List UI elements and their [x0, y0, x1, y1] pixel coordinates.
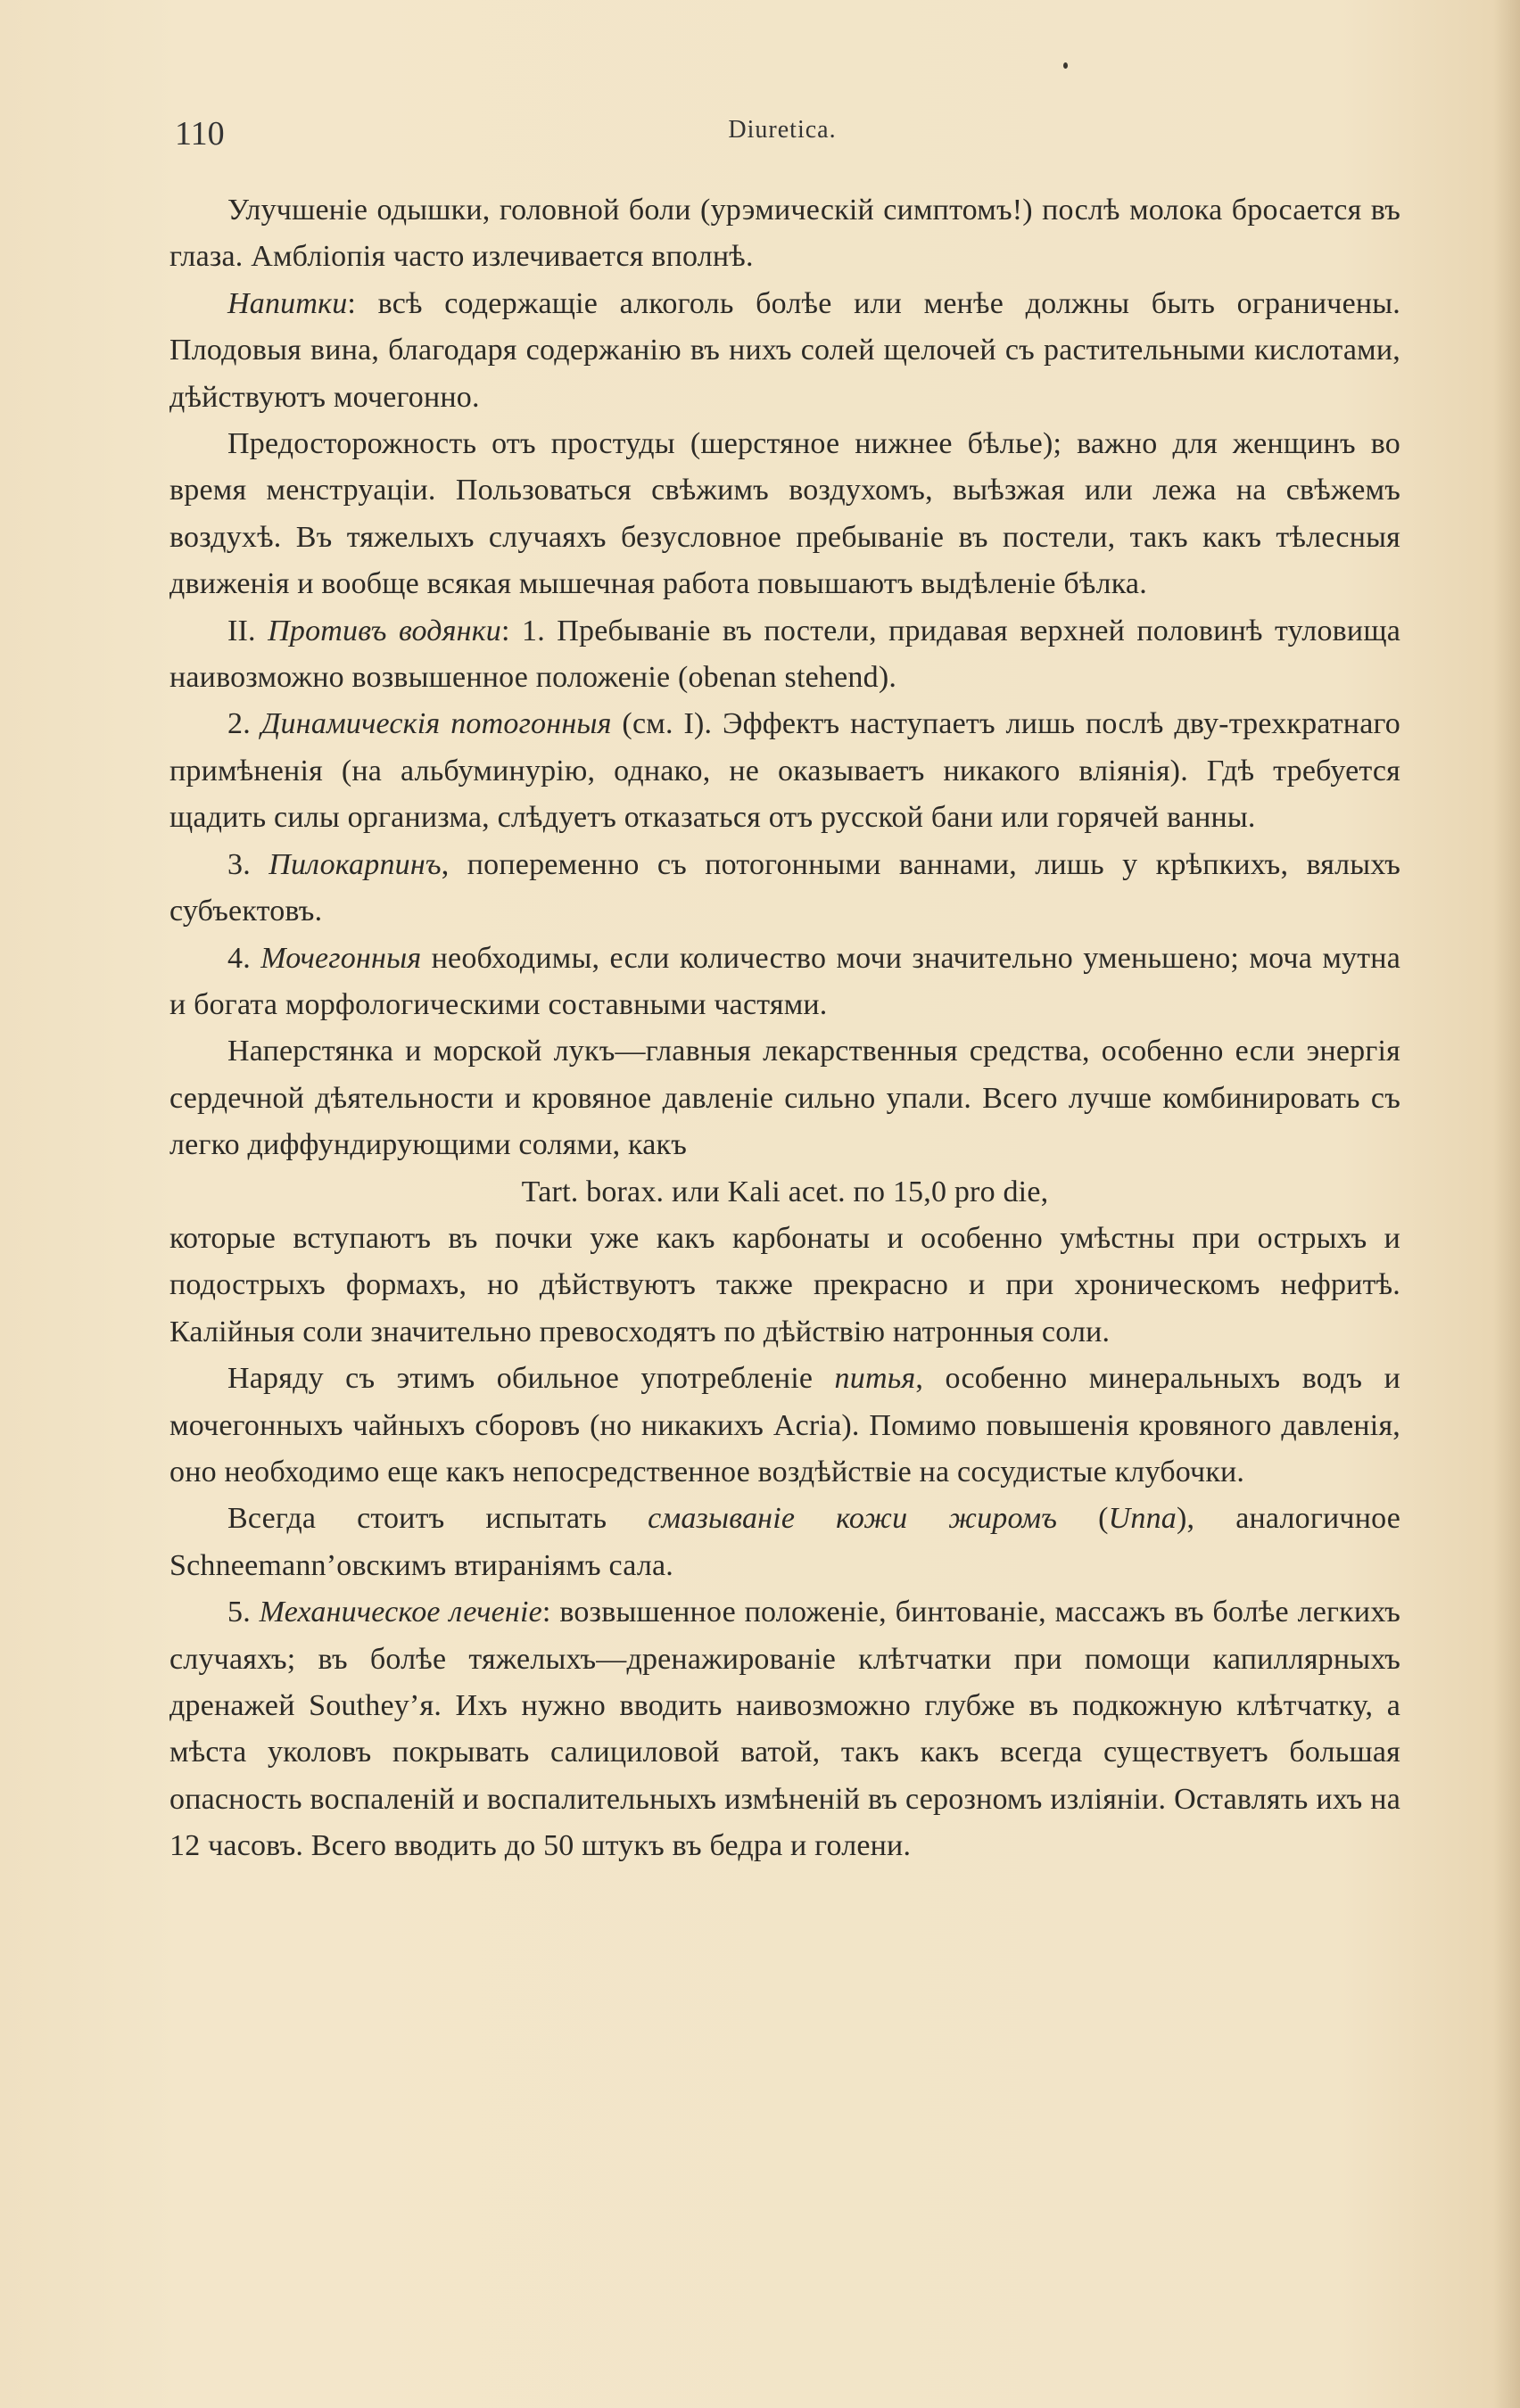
text-run: Наперстянка и морской лукъ—главныя лекарственныя средства, особенно если энергія сердечной дѣятельности и кровяное давленіе сильно упали. Всего лучше комбинировать съ легко диффундирующими солями, какъ — [169, 1035, 1400, 1162]
italic-term: Мочегонныя — [260, 941, 422, 975]
paragraph — [169, 421, 1400, 608]
paragraph — [169, 281, 1400, 421]
paragraph — [169, 187, 1400, 281]
italic-term: питья — [834, 1362, 916, 1396]
text-run: ), аналогичное Schneemann’овскимъ втираніямъ сала. — [169, 1502, 1400, 1582]
text-run: ( — [1057, 1502, 1109, 1536]
text-run: 2. — [227, 707, 261, 741]
text-run: Улучшеніе одышки, головной боли (урэмическій симптомъ!) послѣ молока бросается въ глаза. Амбліопія часто излечивается вполнѣ. — [169, 194, 1400, 274]
text-run: : 1. Пребываніе въ постели, придавая верхней половинѣ туловища наивозможно возвышенное положеніе (obenan stehend). — [169, 614, 1400, 695]
text-run: (см. I). Эффектъ наступаетъ лишь послѣ дву-трехкратнаго примѣненія (на альбуминурію, однако, не оказываетъ никакого вліянія). Гдѣ требуется щадить силы организма, слѣдуетъ отказаться отъ русской бани или горячей ванны. — [169, 707, 1400, 835]
paragraph — [169, 1216, 1400, 1356]
text-run: , особенно минеральныхъ водъ и мочегонныхъ чайныхъ сборовъ (но никакихъ Acria). Помимо повышенія кровяного давленія, оно необходимо еще какъ непосредственное воздѣйствіе на сосудистые клубочки. — [169, 1362, 1400, 1489]
text-run: Предосторожность отъ простуды (шерстяное нижнее бѣлье); важно для женщинъ во время менструаціи. Пользоваться свѣжимъ воздухомъ, выѣзжая или лежа на свѣжемъ воздухѣ. Въ тяжелыхъ случаяхъ безусловное пребываніе въ постели, такъ какъ тѣлесныя движенія и вообще всякая мышечная работа повышаютъ выдѣленіе бѣлка. — [169, 427, 1400, 601]
italic-term: смазываніе кожи жиромъ — [648, 1502, 1058, 1536]
paragraph — [169, 1356, 1400, 1496]
text-run: Всегда стоитъ испытать — [227, 1502, 648, 1536]
italic-term: Механическое леченіе — [259, 1596, 542, 1629]
text-run: , попеременно съ потогонными ваннами, лишь у крѣпкихъ, вялыхъ субъектовъ. — [169, 847, 1400, 928]
text-run: которые вступаютъ въ почки уже какъ карбонаты и особенно умѣстны при острыхъ и подострыхъ формахъ, но дѣйствуютъ также прекрасно и при хроническомъ нефритѣ. Калійныя соли значительно превосходятъ по дѣйствію натронныя соли. — [169, 1221, 1400, 1348]
paragraph — [169, 1028, 1400, 1168]
italic-term: Противъ водянки — [268, 614, 501, 647]
ink-speck — [1063, 62, 1068, 69]
paragraph — [169, 1589, 1400, 1869]
italic-term: Напитки — [227, 286, 348, 320]
paragraph — [169, 701, 1400, 841]
paragraph — [169, 1496, 1400, 1589]
page-number: 110 — [175, 115, 225, 153]
paragraph — [169, 936, 1400, 1029]
body-text — [169, 187, 1400, 2328]
paragraph — [169, 608, 1400, 702]
text-run: : возвышенное положеніе, бинтованіе, массажъ въ болѣе легкихъ случаяхъ; въ болѣе тяжелыхъ—дренажированіе клѣтчатки при помощи капиллярныхъ дренажей Southey’я. Ихъ нужно вводить наивозможно глубже въ подкожную клѣтчатку, а мѣста уколовъ покрывать салициловой ватой, такъ какъ всегда существуетъ большая опасность воспаленій и воспалительныхъ измѣненій въ серозномъ изліяніи. Оставлять ихъ на 12 часовъ. Всего вводить до 50 штукъ въ бедра и голени. — [169, 1596, 1400, 1863]
text-run: 3. — [227, 847, 269, 881]
text-run: II. — [227, 614, 268, 647]
running-title: Diuretica. — [728, 116, 837, 144]
page-edge-shadow — [1493, 0, 1520, 2408]
paragraph — [169, 842, 1400, 936]
italic-term: Пилокарпинъ — [268, 847, 442, 881]
text-run: Tart. borax. или Kali acet. по 15,0 pro die, — [521, 1175, 1049, 1208]
text-run: : всѣ содержащіе алкоголь болѣе или менѣе должны быть ограничены. Плодовыя вина, благодаря содержанію въ нихъ солей щелочей съ растительными кислотами, дѣйствуютъ мочегонно. — [169, 286, 1400, 414]
running-header — [169, 107, 1395, 161]
text-run: Наряду съ этимъ обильное употребленіе — [227, 1362, 835, 1396]
text-run: 4. — [227, 941, 261, 975]
formula-line — [169, 1169, 1400, 1216]
italic-term: Динамическія потогонныя — [260, 707, 612, 741]
italic-term: Unna — [1108, 1502, 1177, 1536]
text-run: необходимы, если количество мочи значительно уменьшено; моча мутна и богата морфологическими составными частями. — [169, 941, 1400, 1021]
text-run: 5. — [227, 1596, 260, 1629]
